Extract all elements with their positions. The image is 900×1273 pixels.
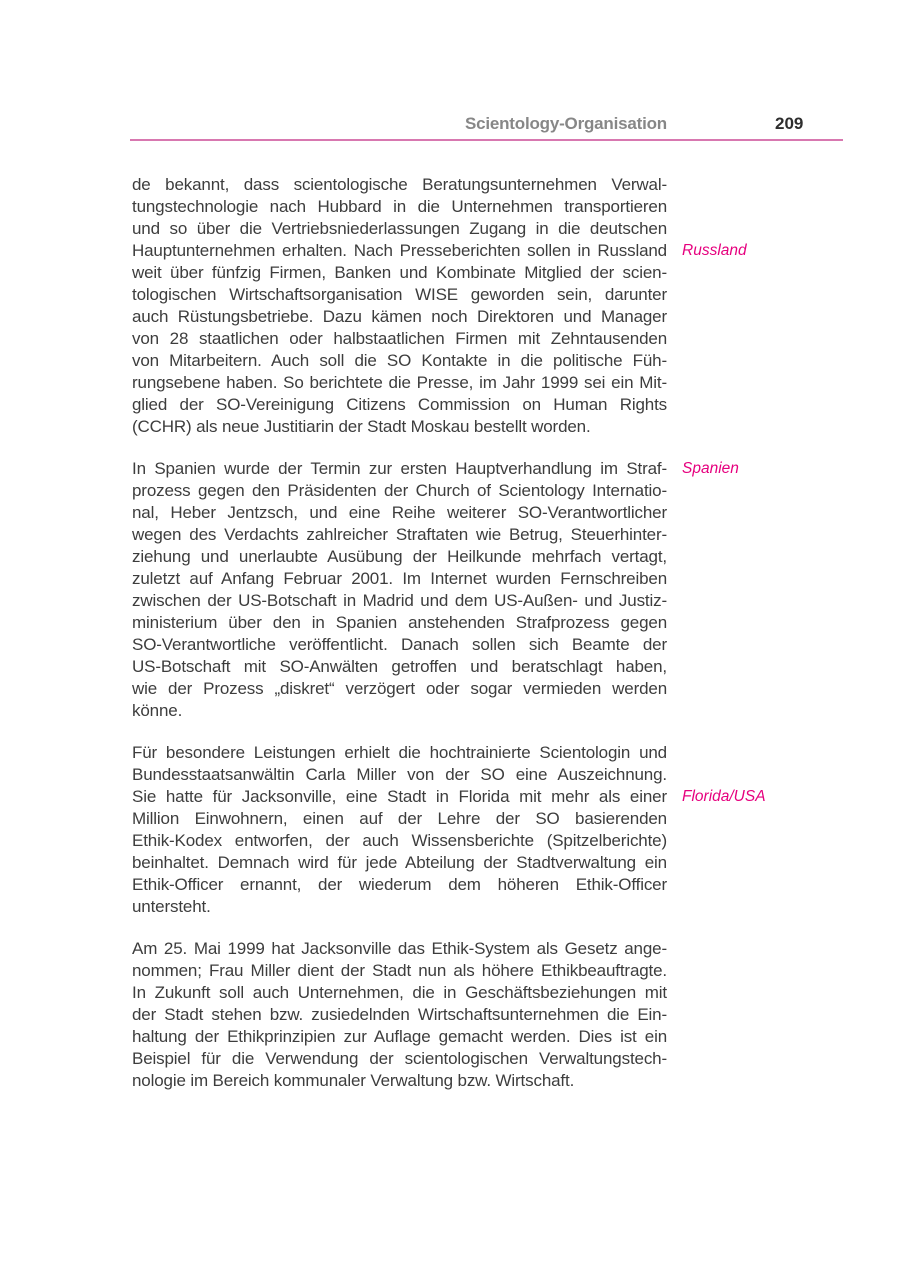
text-line: (CCHR) als neue Justitiarin der Stadt Moskau bestellt worden. — [132, 417, 591, 436]
text-line: Sie hatte für Jacksonville, eine Stadt in Florida mit mehr als einer — [132, 787, 667, 806]
text-line: prozess gegen den Präsidenten der Church of Scientology Internatio- — [132, 481, 667, 500]
text-line: nologie im Bereich kommunaler Verwaltung bzw. Wirtschaft. — [132, 1071, 575, 1090]
text-line: zwischen der US-Botschaft in Madrid und dem US-Außen- und Justiz- — [132, 591, 667, 610]
text-line: In Zukunft soll auch Unternehmen, die in Geschäftsbeziehungen mit — [132, 983, 667, 1002]
text-line: haltung der Ethikprinzipien zur Auflage gemacht werden. Dies ist ein — [132, 1027, 667, 1046]
text-line: könne. — [132, 701, 183, 720]
text-line: tungstechnologie nach Hubbard in die Unternehmen transportieren — [132, 197, 667, 216]
text-line: Million Einwohnern, einen auf der Lehre der SO basierenden — [132, 809, 667, 828]
text-line: zuletzt auf Anfang Februar 2001. Im Internet wurden Fernschreiben — [132, 569, 667, 588]
body-paragraph — [132, 174, 747, 438]
text-line: SO-Verantwortliche veröffentlicht. Danach sollen sich Beamte der — [132, 635, 667, 654]
text-line: ziehung und unerlaubte Ausübung der Heilkunde mehrfach vertagt, — [132, 547, 667, 566]
running-head-title: Scientology-Organisation — [464, 114, 667, 133]
text-line: Hauptunternehmen erhalten. Nach Presseberichten sollen in Russland — [132, 241, 667, 260]
text-line: nommen; Frau Miller dient der Stadt nun als höhere Ethikbeauftragte. — [132, 961, 667, 980]
text-line: de bekannt, dass scientologische Beratungsunternehmen Verwal- — [132, 175, 667, 194]
margin-note: Russland — [682, 242, 747, 259]
body-paragraph — [132, 742, 766, 918]
text-column — [132, 174, 766, 1112]
margin-note: Florida/USA — [682, 788, 766, 805]
text-line: wie der Prozess „diskret“ verzögert oder sogar vermieden werden — [132, 679, 667, 698]
text-line: beinhaltet. Demnach wird für jede Abteilung der Stadtverwaltung ein — [132, 853, 667, 872]
text-line: tologischen Wirtschaftsorganisation WISE geworden sein, darunter — [132, 285, 667, 304]
text-line: von Mitarbeitern. Auch soll die SO Kontakte in die politische Füh- — [132, 351, 667, 370]
text-line: Ethik-Kodex entworfen, der auch Wissensberichte (Spitzelberichte) — [132, 831, 667, 850]
body-paragraph — [132, 938, 667, 1092]
text-line: Für besondere Leistungen erhielt die hochtrainierte Scientologin und — [132, 743, 667, 762]
text-line: wegen des Verdachts zahlreicher Straftaten wie Betrug, Steuerhinter- — [132, 525, 667, 544]
text-line: auch Rüstungsbetriebe. Dazu kämen noch Direktoren und Manager — [132, 307, 667, 326]
text-line: und so über die Vertriebsniederlassungen Zugang in die deutschen — [132, 219, 667, 238]
text-line: glied der SO-Vereinigung Citizens Commission on Human Rights — [132, 395, 667, 414]
page-number: 209 — [775, 114, 804, 133]
text-line: Am 25. Mai 1999 hat Jacksonville das Ethik-System als Gesetz ange- — [132, 939, 667, 958]
text-line: der Stadt stehen bzw. zusiedelnden Wirtschaftsunternehmen die Ein- — [132, 1005, 667, 1024]
text-line: von 28 staatlichen oder halbstaatlichen Firmen mit Zehntausenden — [132, 329, 667, 348]
text-line: Bundesstaatsanwältin Carla Miller von der SO eine Auszeichnung. — [132, 765, 667, 784]
text-line: Beispiel für die Verwendung der scientologischen Verwaltungstech- — [132, 1049, 667, 1068]
text-line: US-Botschaft mit SO-Anwälten getroffen und beratschlagt haben, — [132, 657, 667, 676]
body-paragraph — [132, 458, 739, 722]
text-line: Ethik-Officer ernannt, der wiederum dem höheren Ethik-Officer — [132, 875, 667, 894]
text-line: weit über fünfzig Firmen, Banken und Kombinate Mitglied der scien- — [132, 263, 667, 282]
text-line: In Spanien wurde der Termin zur ersten Hauptverhandlung im Straf- — [132, 459, 667, 478]
text-line: ministerium über den in Spanien anstehenden Strafprozess gegen — [132, 613, 667, 632]
text-line: nal, Heber Jentzsch, und eine Reihe weiterer SO-Verantwortlicher — [132, 503, 667, 522]
text-line: untersteht. — [132, 897, 211, 916]
text-line: rungsebene haben. So berichtete die Presse, im Jahr 1999 sei ein Mit- — [132, 373, 667, 392]
margin-note: Spanien — [682, 460, 739, 477]
header-rule — [130, 139, 843, 141]
